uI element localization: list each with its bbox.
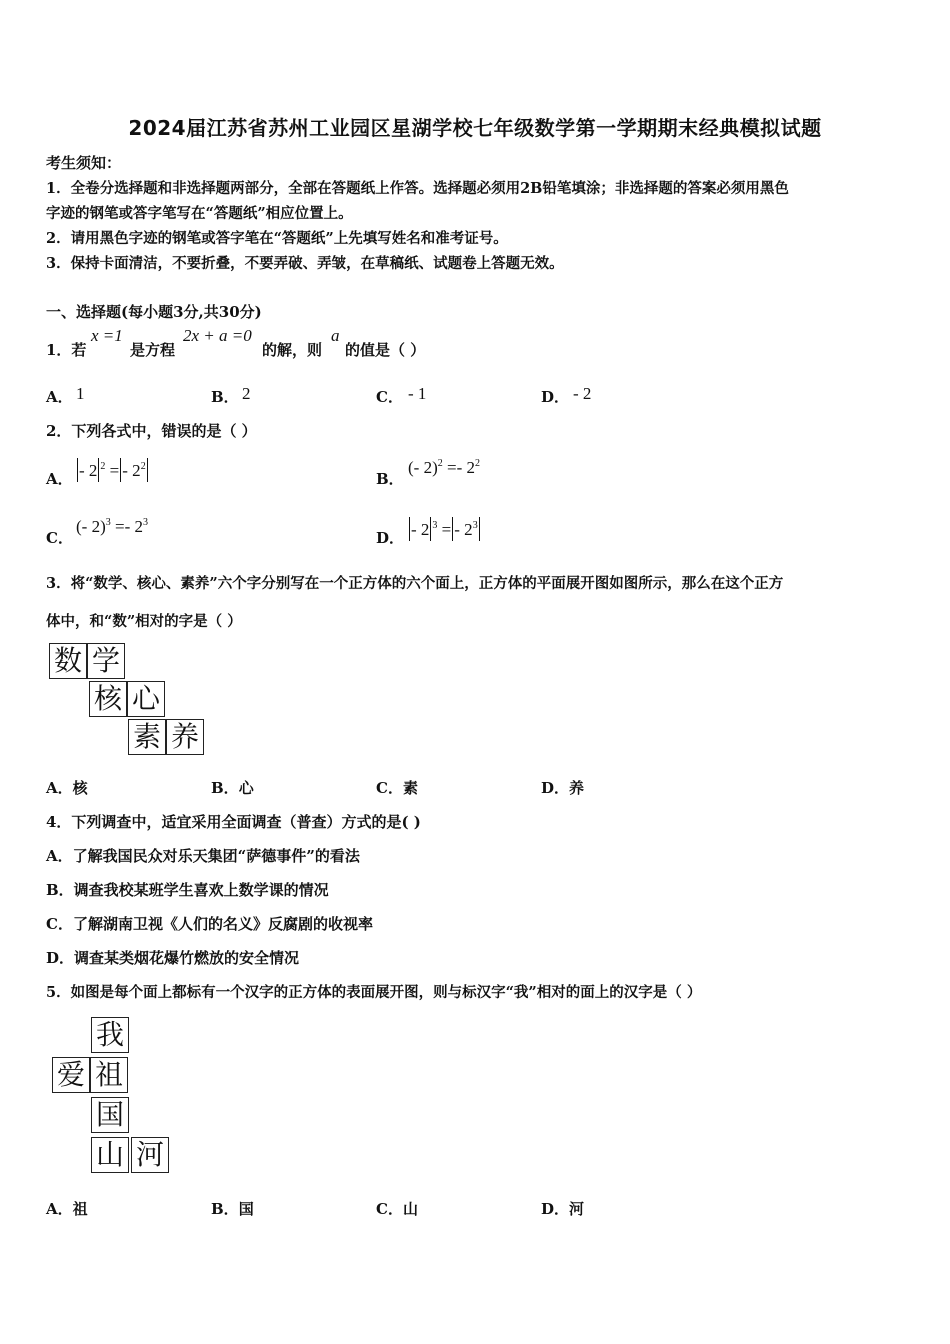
q2-option-a: - 2 $^2$ = - $2^2$ bbox=[76, 458, 149, 482]
q2-label-a: A． bbox=[46, 470, 73, 488]
q5-cell-wo: 我 bbox=[91, 1017, 129, 1053]
q1-post1: 的解，则 bbox=[262, 341, 323, 359]
q3-cell-shu: 数 bbox=[49, 643, 87, 679]
notice-heading: 考生须知： bbox=[46, 154, 122, 172]
q2-label-b: B． bbox=[376, 470, 404, 488]
q3-option-d: D．养 bbox=[541, 779, 585, 797]
q5-cell-ai: 爱 bbox=[52, 1057, 90, 1093]
q3-cell-xue: 学 bbox=[87, 643, 125, 679]
q2-option-d: - 2 $^3$ = - $2^3$ bbox=[408, 517, 481, 541]
q1-mid: 是方程 bbox=[130, 341, 176, 359]
q2-option-c: (- $2)^3 =- 2^3$ bbox=[76, 517, 148, 536]
q5-cell-shan: 山 bbox=[91, 1137, 129, 1173]
q4-option-a: A．了解我国民众对乐天集团“萨德事件”的看法 bbox=[46, 847, 360, 865]
q2-label-c: C． bbox=[46, 529, 73, 547]
q1-prefix: 1．若 bbox=[46, 341, 87, 359]
q5-option-b: B．国 bbox=[211, 1200, 254, 1218]
q2-text: 2．下列各式中，错误的是（ ） bbox=[46, 422, 257, 440]
q1-option-a: 1 bbox=[76, 384, 85, 403]
q3-line-1: 3．将“数学、核心、素养”六个字分别写在一个正方体的六个面上，正方体的平面展开图如图所示，那么在这个正方 bbox=[46, 575, 784, 592]
q1-option-d: - 2 bbox=[573, 384, 592, 403]
q5-text: 5．如图是每个面上都标有一个汉字的正方体的表面展开图，则与标汉字“我”相对的面上的汉字是（ ） bbox=[46, 984, 702, 1001]
q1-label-c: C． bbox=[376, 388, 403, 406]
q5-option-d: D．河 bbox=[541, 1200, 585, 1218]
notice-line-2: 2．请用黑色字迹的钢笔或答字笔在“答题纸”上先填写姓名和准考证号。 bbox=[46, 230, 508, 247]
q5-cell-guo: 国 bbox=[91, 1097, 129, 1133]
q2-label-d: D． bbox=[376, 529, 405, 547]
notice-line-3: 3．保持卡面清洁，不要折叠，不要弄破、弄皱，在草稿纸、试题卷上答题无效。 bbox=[46, 255, 564, 272]
q3-option-c: C．素 bbox=[376, 779, 418, 797]
q1-label-a: A． bbox=[46, 388, 73, 406]
q5-option-a: A．祖 bbox=[46, 1200, 88, 1218]
q3-cell-su: 素 bbox=[128, 719, 166, 755]
q1-post2: 的值是（ ） bbox=[345, 341, 426, 359]
q1-option-b: 2 bbox=[242, 384, 251, 403]
q3-line-2: 体中，和“数”相对的字是（ ） bbox=[46, 613, 242, 630]
q4-option-d: D．调查某类烟花爆竹燃放的安全情况 bbox=[46, 949, 300, 967]
q1-equation: 2x + a =0 bbox=[183, 326, 252, 345]
q1-label-b: B． bbox=[211, 388, 239, 406]
q2-option-b: (- $2)^2 =- 2^2$ bbox=[408, 458, 480, 477]
q1-var: a bbox=[331, 326, 340, 345]
page-title: 2024届江苏省苏州工业园区星湖学校七年级数学第一学期期末经典模拟试题 bbox=[128, 116, 822, 140]
notice-line-1a: 1．全卷分选择题和非选择题两部分，全部在答题纸上作答。选择题必须用2B铅笔填涂；非选择题的答案必须用黑色 bbox=[46, 180, 789, 197]
q5-cell-zu: 祖 bbox=[90, 1057, 128, 1093]
q5-cell-he: 河 bbox=[131, 1137, 169, 1173]
q1-label-d: D． bbox=[541, 388, 570, 406]
q1-eq-x: x =1 bbox=[91, 326, 123, 345]
q4-option-c: C．了解湖南卫视《人们的名义》反腐剧的收视率 bbox=[46, 915, 373, 933]
q3-cell-he: 核 bbox=[89, 681, 127, 717]
q3-option-a: A．核 bbox=[46, 779, 88, 797]
section-heading: 一、选择题(每小题3分,共30分) bbox=[46, 303, 262, 321]
q3-cell-xin: 心 bbox=[127, 681, 165, 717]
q3-option-b: B．心 bbox=[211, 779, 254, 797]
q4-text: 4．下列调查中，适宜采用全面调查（普查）方式的是( ) bbox=[46, 813, 421, 831]
q1-option-c: - 1 bbox=[408, 384, 427, 403]
q3-cell-yang: 养 bbox=[166, 719, 204, 755]
notice-line-1b: 字迹的钢笔或答字笔写在“答题纸”相应位置上。 bbox=[46, 205, 353, 222]
q5-option-c: C．山 bbox=[376, 1200, 418, 1218]
q4-option-b: B．调查我校某班学生喜欢上数学课的情况 bbox=[46, 881, 329, 899]
